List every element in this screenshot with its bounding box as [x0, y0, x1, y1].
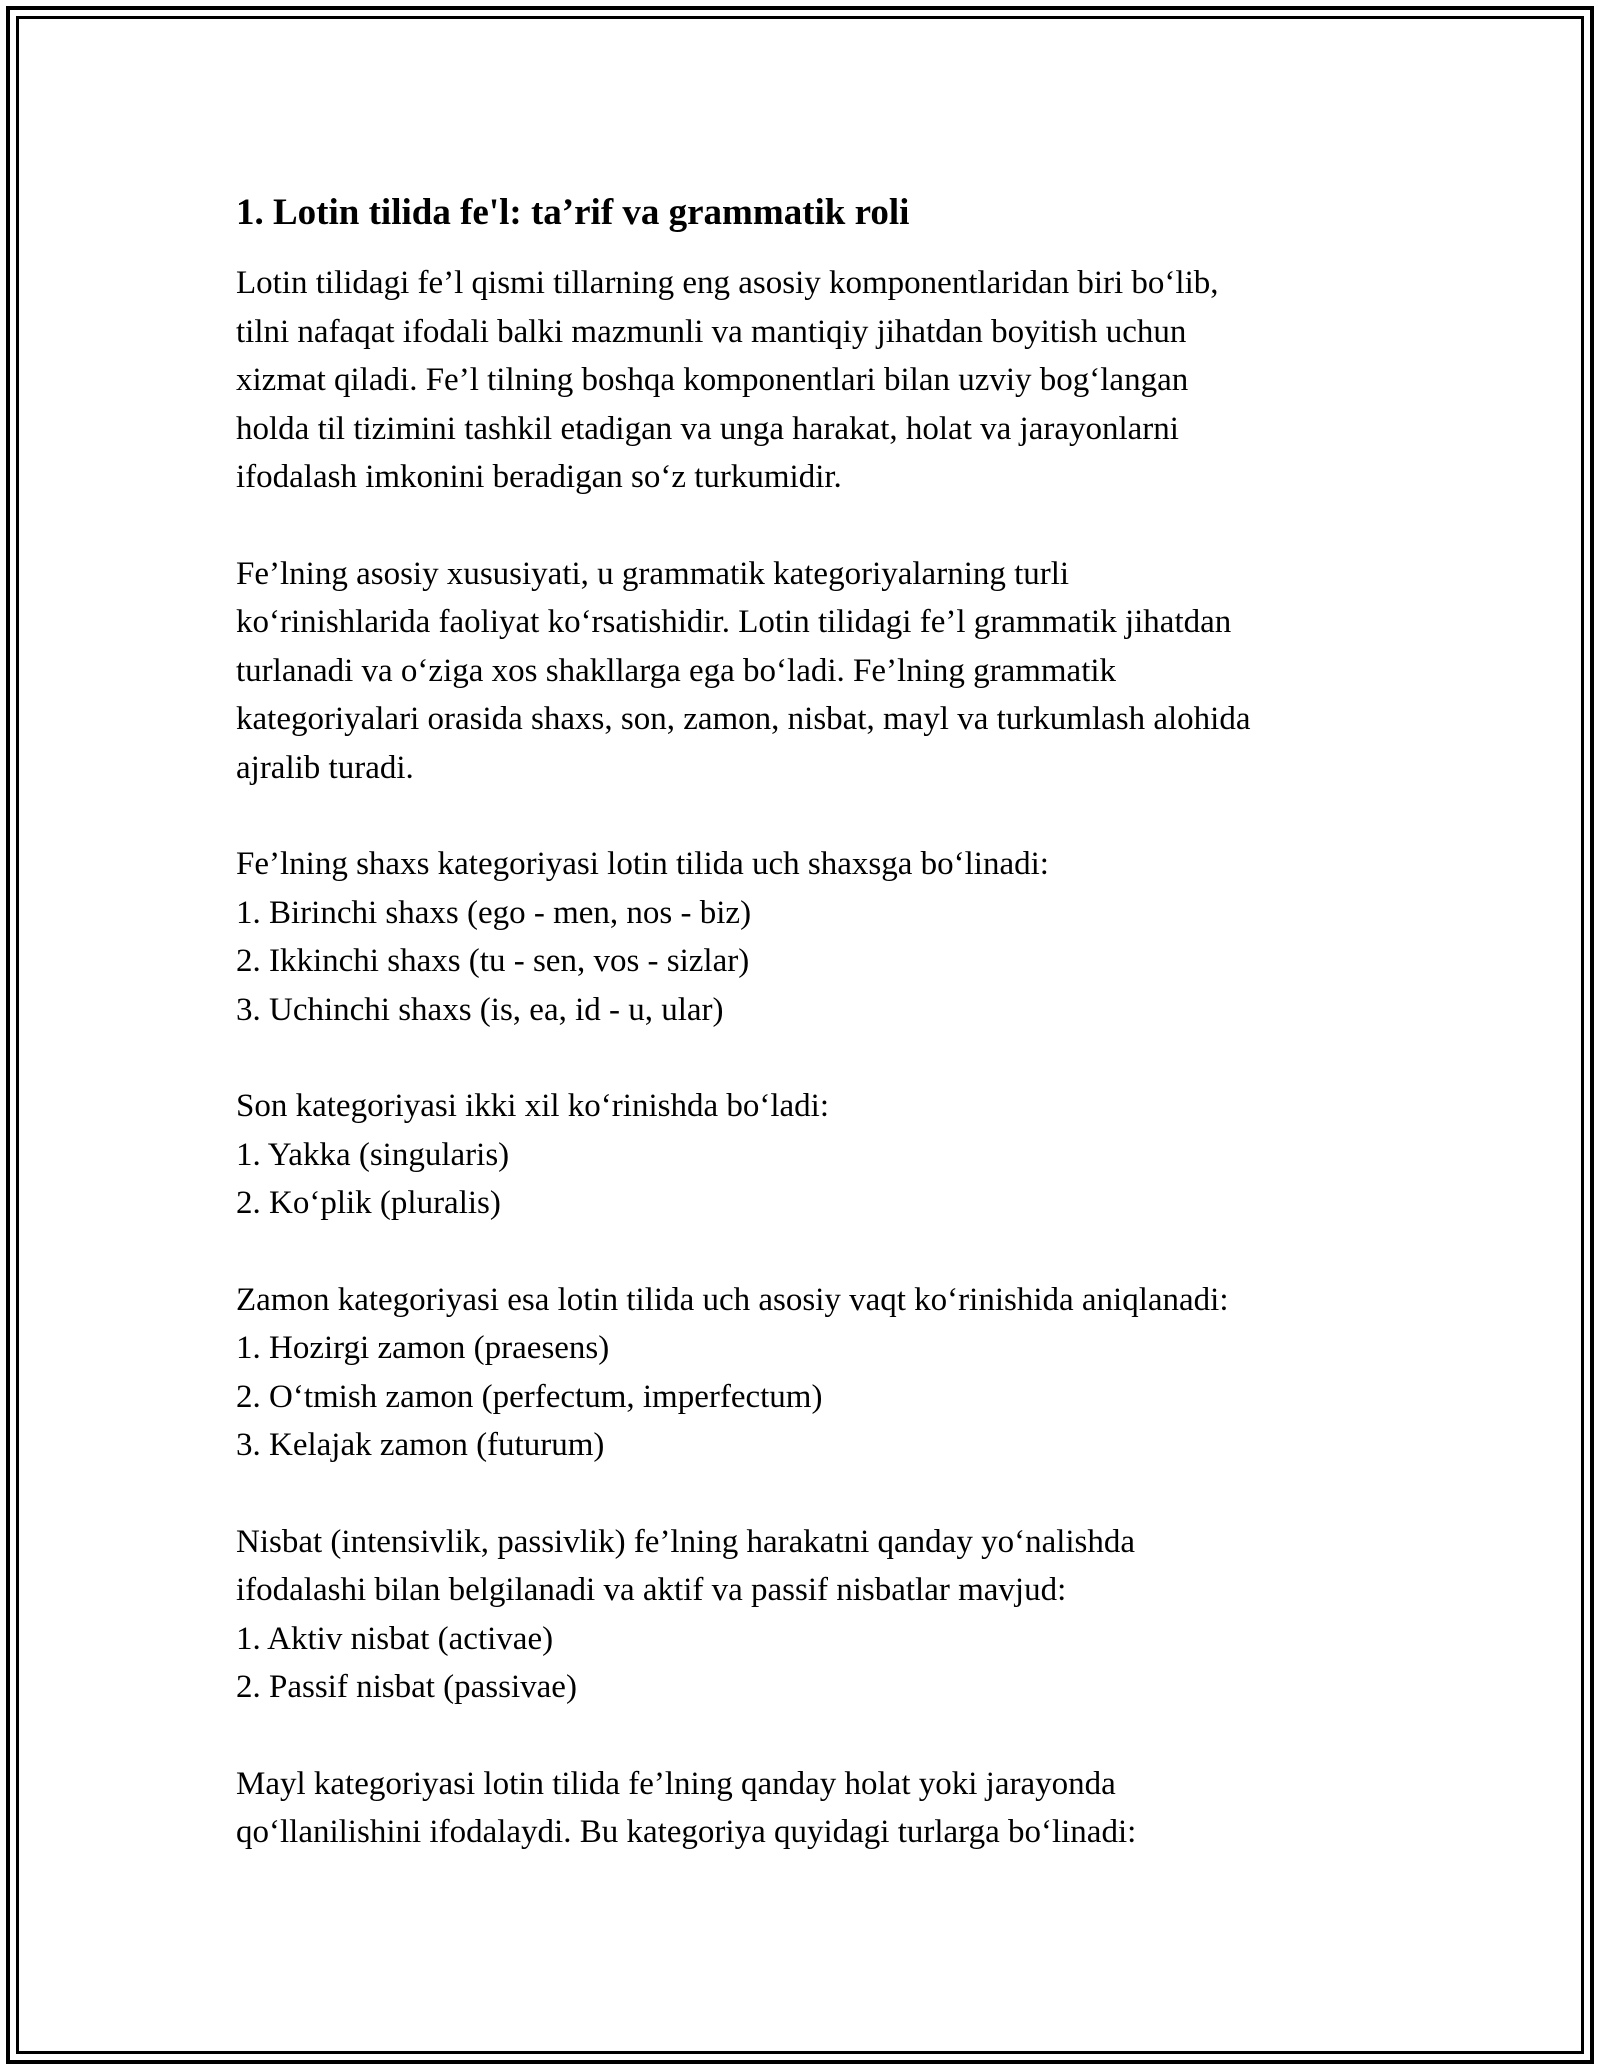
- text-line: Fe’lning shaxs kategoriyasi lotin tilida uch shaxsga bo‘linadi:: [236, 846, 1049, 882]
- paragraph-mood: [236, 1760, 1416, 1857]
- text-line: ifodalashi bilan belgilanadi va aktif va passif nisbatlar mavjud:: [236, 1572, 1067, 1608]
- text-line: Nisbat (intensivlik, passivlik) fe’lning harakatni qanday yo‘nalishda: [236, 1523, 1136, 1560]
- list-item: 1. Yakka (singularis): [236, 1136, 510, 1173]
- paragraph-number: [236, 1082, 1416, 1228]
- text-line: Mayl kategoriyasi lotin tilida fe’lning qanday holat yoki jarayonda: [236, 1765, 1116, 1802]
- list-item: 2. Ikkinchi shaxs (tu - sen, vos - sizlar): [236, 943, 750, 979]
- text-line: turlanadi va o‘ziga xos shakllarga ega bo‘ladi. Fe’lning grammatik: [236, 652, 1117, 689]
- text-line: Lotin tilidagi fe’l qismi tillarning eng asosiy komponentlaridan biri bo‘lib,: [236, 265, 1219, 301]
- text-line: ifodalash imkonini beradigan so‘z turkumidir.: [236, 459, 842, 495]
- list-item: 1. Hozirgi zamon (praesens): [236, 1330, 610, 1366]
- list-item: 2. Ko‘plik (pluralis): [236, 1185, 501, 1221]
- text-line: Fe’lning asosiy xususiyati, u grammatik kategoriyalarning turli: [236, 555, 1070, 592]
- text-line: tilni nafaqat ifodali balki mazmunli va mantiqiy jihatdan boyitish uchun: [236, 313, 1187, 350]
- text-line: Zamon kategoriyasi esa lotin tilida uch asosiy vaqt ko‘rinishida aniqlanadi:: [236, 1281, 1229, 1318]
- list-item: 1. Aktiv nisbat (activae): [236, 1620, 554, 1657]
- text-line: ajralib turadi.: [236, 749, 414, 786]
- paragraph-categories: [236, 550, 1416, 793]
- paragraph-tense: [236, 1276, 1416, 1470]
- list-item: 1. Birinchi shaxs (ego - men, nos - biz): [236, 894, 752, 931]
- list-item: 3. Uchinchi shaxs (is, ea, id - u, ular): [236, 991, 724, 1028]
- text-line: xizmat qiladi. Fe’l tilning boshqa komponentlari bilan uzviy bog‘langan: [236, 362, 1189, 398]
- page-title: 1. Lotin tilida fe'l: ta’rif va grammatik roli: [236, 192, 910, 233]
- paragraph-voice: [236, 1518, 1416, 1712]
- list-item: 2. Passif nisbat (passivae): [236, 1669, 577, 1705]
- paragraph-definition: [236, 259, 1416, 502]
- text-line: ko‘rinishlarida faoliyat ko‘rsatishidir. Lotin tilidagi fe’l grammatik jihatdan: [236, 604, 1232, 640]
- text-line: qo‘llanilishini ifodalaydi. Bu kategoriya quyidagi turlarga bo‘linadi:: [236, 1814, 1137, 1850]
- list-item: 3. Kelajak zamon (futurum): [236, 1427, 605, 1463]
- text-line: holda til tizimini tashkil etadigan va unga harakat, holat va jarayonlarni: [236, 410, 1179, 447]
- text-line: kategoriyalari orasida shaxs, son, zamon, nisbat, mayl va turkumlash alohida: [236, 701, 1251, 737]
- list-item: 2. O‘tmish zamon (perfectum, imperfectum): [236, 1378, 823, 1415]
- text-line: Son kategoriyasi ikki xil ko‘rinishda bo‘ladi:: [236, 1088, 830, 1124]
- paragraph-person: [236, 840, 1416, 1034]
- document-body: [236, 185, 1416, 1905]
